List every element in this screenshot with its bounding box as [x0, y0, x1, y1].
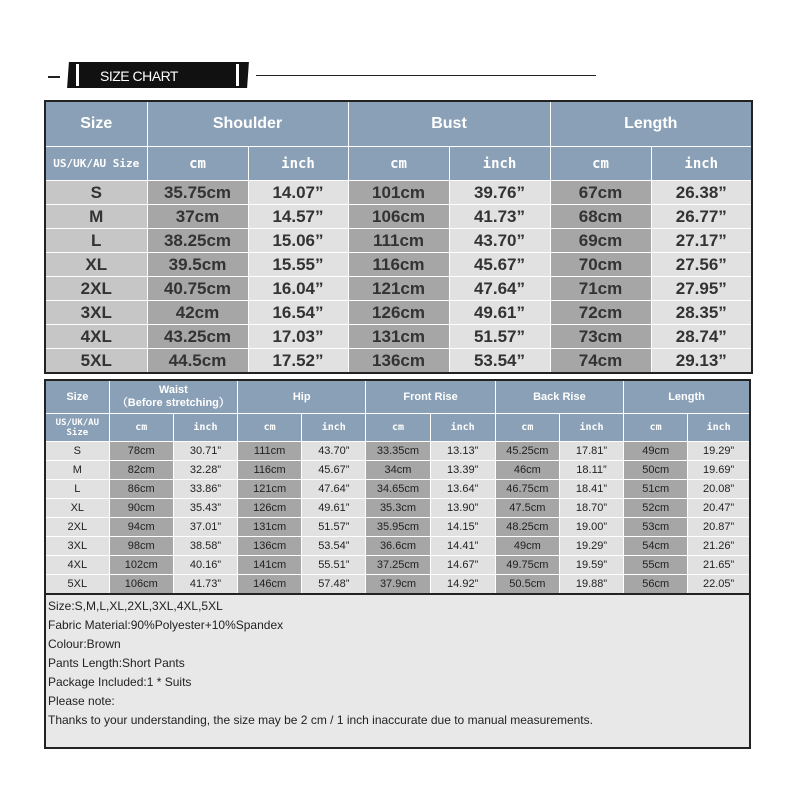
hip-cm-cell: 121cm: [238, 480, 302, 499]
shoulder-inch-cell: 15.06”: [248, 229, 348, 253]
length-inch-cell: 20.87”: [688, 518, 750, 537]
shoulder-inch-cell: 15.55”: [248, 253, 348, 277]
subheader-cm: cm: [624, 414, 688, 442]
length-cm-cell: 52cm: [624, 499, 688, 518]
length-cm-cell: 68cm: [550, 205, 651, 229]
front-rise-inch-cell: 14.67”: [430, 556, 495, 575]
waist-cm-cell: 86cm: [109, 480, 173, 499]
hip-inch-cell: 45.67”: [302, 461, 366, 480]
size-cell: XL: [45, 499, 109, 518]
front-rise-inch-cell: 14.15”: [430, 518, 495, 537]
size-cell: 5XL: [45, 575, 109, 595]
size-cell: 3XL: [45, 301, 147, 325]
subheader-cm: cm: [109, 414, 173, 442]
waist-inch-cell: 30.71”: [173, 442, 237, 461]
length-inch-cell: 29.13”: [651, 349, 752, 374]
shoulder-inch-cell: 16.54”: [248, 301, 348, 325]
waist-cm-cell: 98cm: [109, 537, 173, 556]
back-rise-inch-cell: 19.00”: [559, 518, 623, 537]
back-rise-cm-cell: 49.75cm: [495, 556, 559, 575]
hip-inch-cell: 49.61”: [302, 499, 366, 518]
back-rise-cm-cell: 49cm: [495, 537, 559, 556]
waist-cm-cell: 106cm: [109, 575, 173, 595]
size-cell: M: [45, 205, 147, 229]
size-chart-banner: [46, 60, 752, 92]
waist-cm-cell: 94cm: [109, 518, 173, 537]
header-waist: [109, 380, 237, 414]
header-waist-note: （Before stretching）: [116, 397, 230, 409]
info-fabric: Fabric Material:90%Polyester+10%Spandex: [48, 618, 284, 632]
subheader-inch: inch: [559, 414, 623, 442]
info-package: Package Included:1 * Suits: [48, 675, 192, 689]
front-rise-cm-cell: 33.35cm: [366, 442, 430, 461]
waist-cm-cell: 90cm: [109, 499, 173, 518]
shoulder-cm-cell: 40.75cm: [147, 277, 248, 301]
length-cm-cell: 53cm: [624, 518, 688, 537]
header-hip: Hip: [238, 380, 366, 414]
length-inch-cell: 27.17”: [651, 229, 752, 253]
subheader-cm: cm: [147, 147, 248, 181]
back-rise-inch-cell: 18.41”: [559, 480, 623, 499]
hip-inch-cell: 51.57”: [302, 518, 366, 537]
length-inch-cell: 26.77”: [651, 205, 752, 229]
table-row: [45, 253, 752, 277]
info-note-text: Thanks to your understanding, the size may be 2 cm / 1 inch inaccurate due to manual measurements.: [48, 713, 593, 727]
table-row: [45, 349, 752, 374]
table-row: [45, 575, 750, 595]
length-cm-cell: 67cm: [550, 181, 651, 205]
table-row: [45, 461, 750, 480]
bust-cm-cell: 136cm: [348, 349, 449, 374]
length-cm-cell: 54cm: [624, 537, 688, 556]
length-cm-cell: 70cm: [550, 253, 651, 277]
size-cell: L: [45, 229, 147, 253]
shoulder-cm-cell: 38.25cm: [147, 229, 248, 253]
shoulder-cm-cell: 44.5cm: [147, 349, 248, 374]
back-rise-inch-cell: 18.11”: [559, 461, 623, 480]
bust-cm-cell: 131cm: [348, 325, 449, 349]
front-rise-cm-cell: 34.65cm: [366, 480, 430, 499]
banner-dash: [48, 76, 60, 78]
bust-cm-cell: 126cm: [348, 301, 449, 325]
shoulder-cm-cell: 35.75cm: [147, 181, 248, 205]
length-cm-cell: 74cm: [550, 349, 651, 374]
header-size: Size: [45, 380, 109, 414]
banner-tick-left: [76, 64, 79, 86]
header-shoulder: Shoulder: [147, 101, 348, 147]
bust-inch-cell: 39.76”: [449, 181, 550, 205]
front-rise-inch-cell: 13.13”: [430, 442, 495, 461]
subheader-cm: cm: [550, 147, 651, 181]
length-cm-cell: 55cm: [624, 556, 688, 575]
back-rise-cm-cell: 45.25cm: [495, 442, 559, 461]
front-rise-inch-cell: 14.92”: [430, 575, 495, 595]
header-front-rise: Front Rise: [366, 380, 495, 414]
length-inch-cell: 21.65”: [688, 556, 750, 575]
hip-inch-cell: 43.70”: [302, 442, 366, 461]
length-inch-cell: 27.56”: [651, 253, 752, 277]
subheader-inch: inch: [449, 147, 550, 181]
info-note-heading: Please note:: [48, 694, 115, 708]
table-row: [45, 499, 750, 518]
banner-title: SIZE CHART: [100, 68, 178, 84]
table-row: [45, 556, 750, 575]
info-colour: Colour:Brown: [48, 637, 121, 651]
bust-inch-cell: 45.67”: [449, 253, 550, 277]
subheader-inch: inch: [248, 147, 348, 181]
hip-cm-cell: 111cm: [238, 442, 302, 461]
hip-inch-cell: 47.64”: [302, 480, 366, 499]
waist-inch-cell: 32.28”: [173, 461, 237, 480]
length-cm-cell: 56cm: [624, 575, 688, 595]
front-rise-cm-cell: 35.95cm: [366, 518, 430, 537]
banner-tick-right: [236, 64, 239, 86]
table-row: [45, 229, 752, 253]
length-cm-cell: 51cm: [624, 480, 688, 499]
header-length: Length: [624, 380, 750, 414]
header-waist-label: Waist: [158, 384, 188, 396]
size-cell: 3XL: [45, 537, 109, 556]
subheader-inch: inch: [651, 147, 752, 181]
length-cm-cell: 72cm: [550, 301, 651, 325]
waist-inch-cell: 38.58”: [173, 537, 237, 556]
length-cm-cell: 71cm: [550, 277, 651, 301]
bust-inch-cell: 47.64”: [449, 277, 550, 301]
back-rise-cm-cell: 46cm: [495, 461, 559, 480]
subheader-inch: inch: [688, 414, 750, 442]
bust-cm-cell: 106cm: [348, 205, 449, 229]
shoulder-inch-cell: 16.04”: [248, 277, 348, 301]
shoulder-cm-cell: 37cm: [147, 205, 248, 229]
banner-rule: [256, 75, 596, 76]
subheader-inch: inch: [430, 414, 495, 442]
length-inch-cell: 19.69”: [688, 461, 750, 480]
front-rise-cm-cell: 37.25cm: [366, 556, 430, 575]
hip-cm-cell: 116cm: [238, 461, 302, 480]
back-rise-cm-cell: 47.5cm: [495, 499, 559, 518]
length-cm-cell: 73cm: [550, 325, 651, 349]
bust-cm-cell: 116cm: [348, 253, 449, 277]
back-rise-inch-cell: 18.70”: [559, 499, 623, 518]
hip-cm-cell: 136cm: [238, 537, 302, 556]
waist-inch-cell: 33.86”: [173, 480, 237, 499]
length-inch-cell: 28.74”: [651, 325, 752, 349]
front-rise-cm-cell: 36.6cm: [366, 537, 430, 556]
length-cm-cell: 49cm: [624, 442, 688, 461]
waist-inch-cell: 37.01”: [173, 518, 237, 537]
table-row: [45, 181, 752, 205]
subheader-cm: cm: [366, 414, 430, 442]
waist-inch-cell: 41.73”: [173, 575, 237, 595]
hip-cm-cell: 146cm: [238, 575, 302, 595]
front-rise-inch-cell: 13.90”: [430, 499, 495, 518]
table-row: [45, 205, 752, 229]
back-rise-inch-cell: 17.81”: [559, 442, 623, 461]
hip-cm-cell: 126cm: [238, 499, 302, 518]
back-rise-inch-cell: 19.88”: [559, 575, 623, 595]
table-row: [45, 480, 750, 499]
back-rise-cm-cell: 48.25cm: [495, 518, 559, 537]
length-inch-cell: 27.95”: [651, 277, 752, 301]
subheader-cm: cm: [495, 414, 559, 442]
front-rise-inch-cell: 14.41”: [430, 537, 495, 556]
bust-inch-cell: 49.61”: [449, 301, 550, 325]
header-length: Length: [550, 101, 752, 147]
table-row: [45, 325, 752, 349]
waist-inch-cell: 35.43”: [173, 499, 237, 518]
shoulder-inch-cell: 17.03”: [248, 325, 348, 349]
hip-cm-cell: 141cm: [238, 556, 302, 575]
info-pants-length: Pants Length:Short Pants: [48, 656, 185, 670]
subheader-region: US/UK/AU Size: [45, 147, 147, 181]
subheader-inch: inch: [173, 414, 237, 442]
bust-inch-cell: 41.73”: [449, 205, 550, 229]
shoulder-inch-cell: 14.57”: [248, 205, 348, 229]
size-cell: XL: [45, 253, 147, 277]
shoulder-inch-cell: 14.07”: [248, 181, 348, 205]
subheader-cm: cm: [238, 414, 302, 442]
length-inch-cell: 22.05”: [688, 575, 750, 595]
waist-inch-cell: 40.16”: [173, 556, 237, 575]
front-rise-cm-cell: 37.9cm: [366, 575, 430, 595]
header-bust: Bust: [348, 101, 550, 147]
back-rise-cm-cell: 50.5cm: [495, 575, 559, 595]
front-rise-cm-cell: 35.3cm: [366, 499, 430, 518]
bust-cm-cell: 121cm: [348, 277, 449, 301]
product-info-box: [44, 593, 751, 749]
bust-inch-cell: 53.54”: [449, 349, 550, 374]
header-back-rise: Back Rise: [495, 380, 623, 414]
waist-cm-cell: 102cm: [109, 556, 173, 575]
hip-inch-cell: 55.51”: [302, 556, 366, 575]
shoulder-inch-cell: 17.52”: [248, 349, 348, 374]
bust-cm-cell: 111cm: [348, 229, 449, 253]
front-rise-inch-cell: 13.64”: [430, 480, 495, 499]
length-cm-cell: 50cm: [624, 461, 688, 480]
length-inch-cell: 20.08”: [688, 480, 750, 499]
header-size: Size: [45, 101, 147, 147]
length-inch-cell: 21.26”: [688, 537, 750, 556]
length-cm-cell: 69cm: [550, 229, 651, 253]
subheader-region: US/UK/AU Size: [45, 414, 109, 442]
waist-cm-cell: 78cm: [109, 442, 173, 461]
waist-cm-cell: 82cm: [109, 461, 173, 480]
size-cell: L: [45, 480, 109, 499]
length-inch-cell: 19.29”: [688, 442, 750, 461]
front-rise-inch-cell: 13.39”: [430, 461, 495, 480]
hip-cm-cell: 131cm: [238, 518, 302, 537]
bust-cm-cell: 101cm: [348, 181, 449, 205]
hip-inch-cell: 57.48”: [302, 575, 366, 595]
bottom-size-table: [44, 379, 751, 595]
size-cell: 2XL: [45, 277, 147, 301]
size-cell: 5XL: [45, 349, 147, 374]
size-cell: 4XL: [45, 325, 147, 349]
back-rise-inch-cell: 19.29”: [559, 537, 623, 556]
bust-inch-cell: 43.70”: [449, 229, 550, 253]
length-inch-cell: 26.38”: [651, 181, 752, 205]
back-rise-inch-cell: 19.59”: [559, 556, 623, 575]
size-cell: 4XL: [45, 556, 109, 575]
size-cell: S: [45, 442, 109, 461]
subheader-cm: cm: [348, 147, 449, 181]
table-row: [45, 442, 750, 461]
size-cell: 2XL: [45, 518, 109, 537]
length-inch-cell: 28.35”: [651, 301, 752, 325]
info-sizes: Size:S,M,L,XL,2XL,3XL,4XL,5XL: [48, 599, 223, 613]
table-row: [45, 301, 752, 325]
table-row: [45, 518, 750, 537]
table-row: [45, 277, 752, 301]
size-cell: S: [45, 181, 147, 205]
hip-inch-cell: 53.54”: [302, 537, 366, 556]
shoulder-cm-cell: 42cm: [147, 301, 248, 325]
shoulder-cm-cell: 39.5cm: [147, 253, 248, 277]
back-rise-cm-cell: 46.75cm: [495, 480, 559, 499]
shoulder-cm-cell: 43.25cm: [147, 325, 248, 349]
bust-inch-cell: 51.57”: [449, 325, 550, 349]
size-cell: M: [45, 461, 109, 480]
table-row: [45, 537, 750, 556]
front-rise-cm-cell: 34cm: [366, 461, 430, 480]
length-inch-cell: 20.47”: [688, 499, 750, 518]
top-size-table: [44, 100, 753, 374]
subheader-inch: inch: [302, 414, 366, 442]
